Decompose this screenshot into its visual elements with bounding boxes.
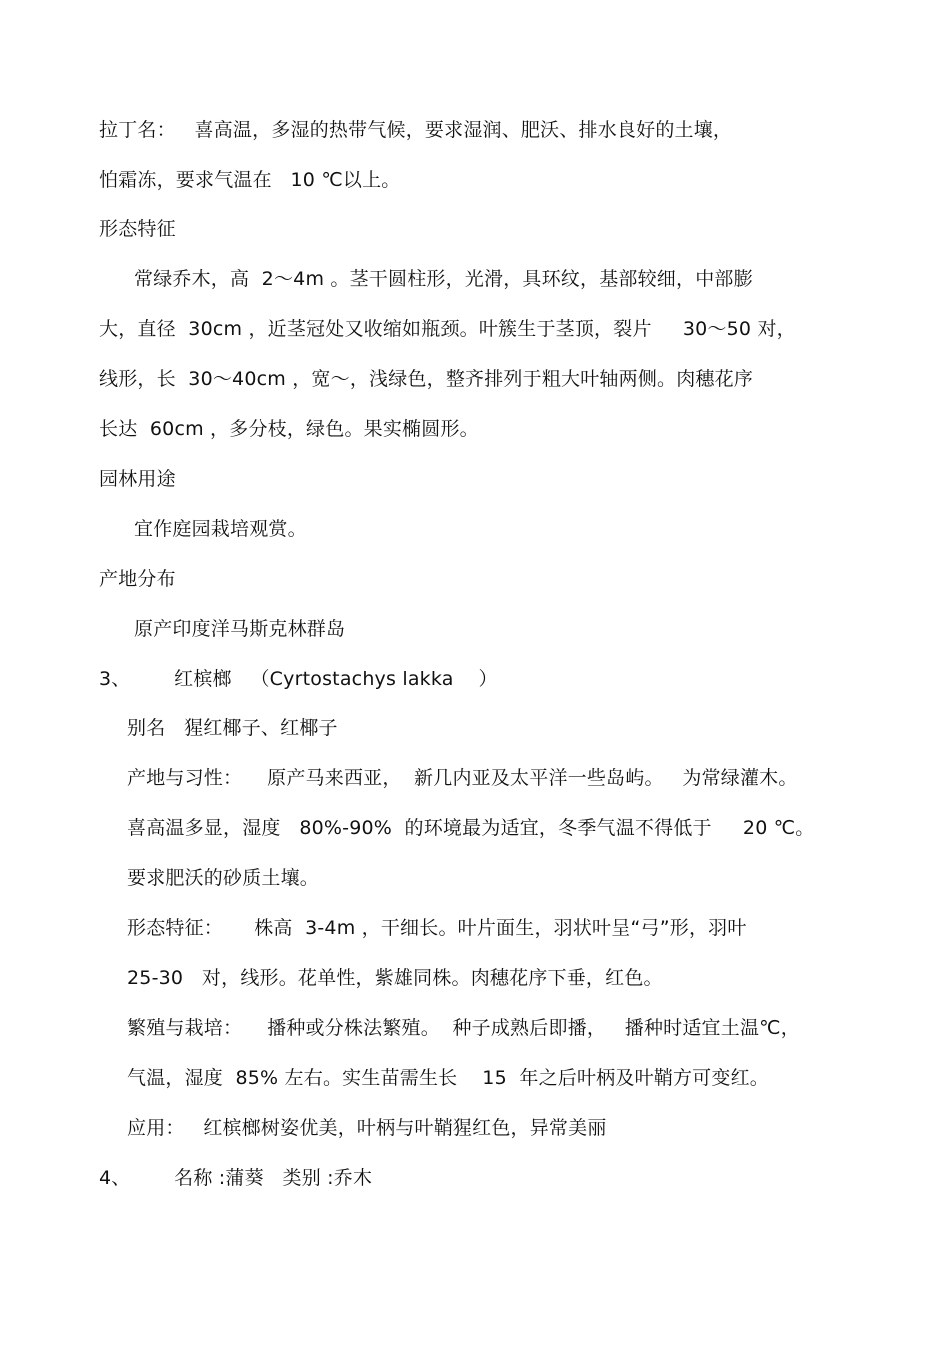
paragraph-line: 25-30 对，线形。花单性，紫雄同株。肉穗花序下垂，红色。 (127, 967, 663, 989)
item-heading-4: 4、 名称 :蒲葵 类别 :乔木 (99, 1167, 373, 1189)
paragraph-line: 大，直径 30cm ，近茎冠处又收缩如瓶颈。叶簇生于茎顶，裂片 30～50 对， (99, 318, 796, 340)
section-heading-distribution: 产地分布 (99, 568, 176, 590)
paragraph-line: 形态特征： 株高 3-4m ，干细长。叶片面生，羽状叶呈“弓”形，羽叶 (127, 917, 747, 939)
section-heading-morphology: 形态特征 (99, 218, 176, 240)
paragraph-line: 繁殖与栽培： 播种或分株法繁殖。 种子成熟后即播， 播种时适宜土温℃， (127, 1017, 800, 1039)
text-line-frost: 怕霜冻，要求气温在 10 ℃以上。 (99, 169, 401, 191)
paragraph-line: 长达 60cm ，多分枝，绿色。果实椭圆形。 (99, 418, 479, 440)
paragraph-line: 原产印度洋马斯克林群岛 (134, 618, 346, 640)
item-heading-3: 3、 红槟榔 （Cyrtostachys lakka ） (99, 668, 498, 690)
paragraph-line: 喜高温多显，湿度 80%-90% 的环境最为适宜，冬季气温不得低于 20 ℃。 (127, 817, 815, 839)
paragraph-line: 常绿乔木，高 2～4m 。茎干圆柱形，光滑，具环纹，基部较细，中部膨 (134, 268, 753, 290)
paragraph-line: 别名 猩红椰子、红椰子 (127, 717, 338, 739)
paragraph-line: 应用： 红槟榔树姿优美，叶柄与叶鞘猩红色，异常美丽 (127, 1117, 607, 1139)
paragraph-line: 线形，长 30～40cm ，宽～，浅绿色，整齐排列于粗大叶轴两侧。肉穗花序 (99, 368, 754, 390)
text-line-latin-name: 拉丁名： 喜高温，多湿的热带气候，要求湿润、肥沃、排水良好的土壤， (99, 119, 733, 141)
paragraph-line: 要求肥沃的砂质土壤。 (127, 867, 320, 889)
section-heading-landscape-use: 园林用途 (99, 468, 176, 490)
paragraph-line: 气温，湿度 85% 左右。实生苗需生长 15 年之后叶柄及叶鞘方可变红。 (127, 1067, 769, 1089)
paragraph-line: 宜作庭园栽培观赏。 (134, 518, 307, 540)
paragraph-line: 产地与习性： 原产马来西亚， 新几内亚及太平洋一些岛屿。 为常绿灌木。 (127, 767, 798, 789)
